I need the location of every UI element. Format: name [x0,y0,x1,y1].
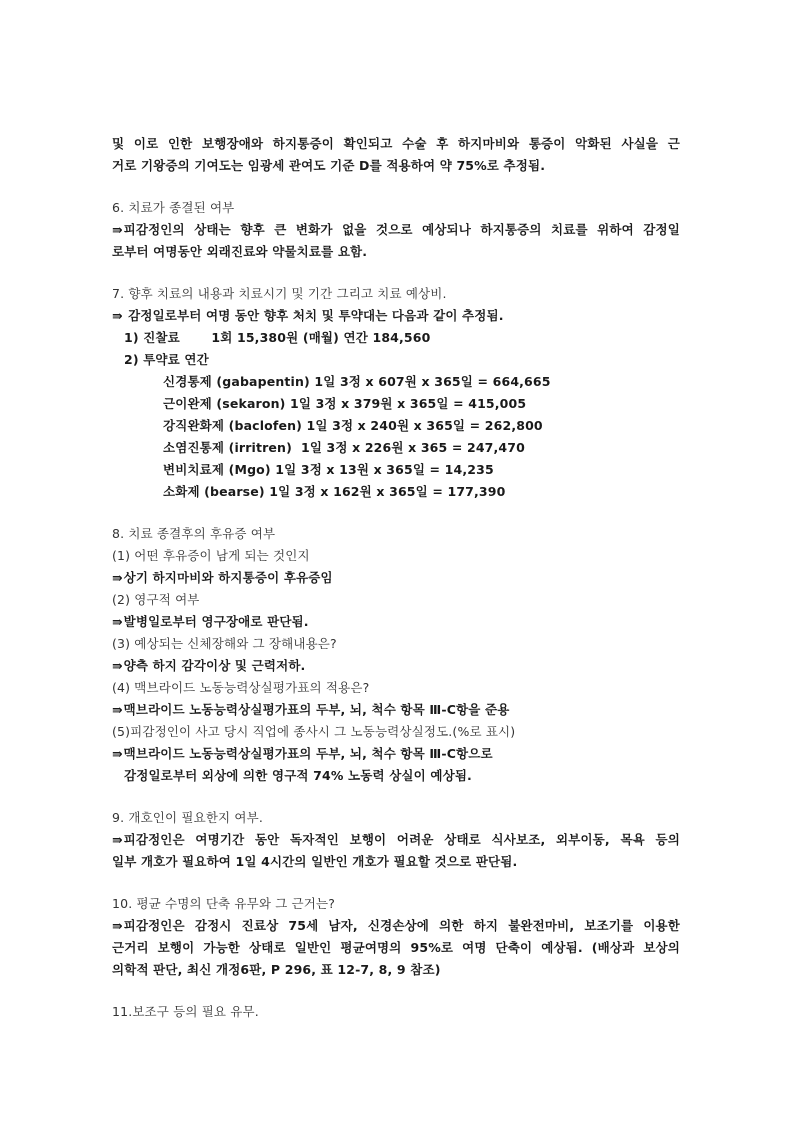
drug-row: 소염진통제 (irritren) 1일 3정 x 226원 x 365 = 247,470 [163,440,525,455]
drug-row: 근이완제 (sekaron) 1일 3정 x 379원 x 365일 = 415,005 [163,396,527,411]
section-6-line-2: 로부터 여명동안 외래진료와 약물치료를 요함. [112,244,368,259]
section-6-line-1: ⇛피감정인의 상태는 향후 큰 변화가 없을 것으로 예상되나 하지통증의 치료를 위하여 감정일 [112,222,680,237]
section-9-line-1: ⇛피감정인은 여명기간 동안 독자적인 보행이 어려운 상태로 식사보조, 외부이동, 목욕 등의 [112,832,680,847]
arrow-icon: ⇛ [112,222,123,237]
section-9-heading: 9. 개호인이 필요한지 여부. [112,810,263,825]
section-6-heading: 6. 치료가 종결된 여부 [112,200,235,215]
drug-row: 소화제 (bearse) 1일 3정 x 162원 x 365일 = 177,390 [163,484,506,499]
section-8-heading: 8. 치료 종결후의 후유증 여부 [112,526,276,541]
intro-line-2: 거로 기왕증의 기여도는 임광세 관여도 기준 D를 적용하여 약 75%로 추정됨. [112,158,546,173]
arrow-icon: ⇛ [112,832,123,847]
section-7-heading: 7. 향후 치료의 내용과 치료시기 및 기간 그리고 치료 예상비. [112,286,447,301]
section-11-heading: 11.보조구 등의 필요 유무. [112,1004,259,1019]
section-7-item-2: 2) 투약료 연간 [124,352,209,367]
arrow-icon: ⇛ [112,570,123,585]
section-7-item-1: 1) 진찰료 1회 15,380원 (매월) 연간 184,560 [124,330,431,345]
section-8-answer-3: ⇛양측 하지 감각이상 및 근력저하. [112,658,306,673]
section-8-question-1: (1) 어떤 후유증이 남게 되는 것인지 [112,548,310,563]
section-8-question-5: (5)피감정인이 사고 당시 직업에 종사시 그 노동능력상실정도.(%로 표시) [112,724,516,739]
section-8-answer-4: ⇛맥브라이드 노동능력상실평가표의 두부, 뇌, 척수 항목 Ⅲ-C항을 준용 [112,702,510,717]
drug-row: 강직완화제 (baclofen) 1일 3정 x 240원 x 365일 = 262,800 [163,418,543,433]
arrow-icon: ⇛ [112,746,123,761]
section-8-question-2: (2) 영구적 여부 [112,592,200,607]
section-8-question-3: (3) 예상되는 신체장해와 그 장해내용은? [112,636,337,651]
arrow-icon: ⇛ [112,308,123,323]
arrow-icon: ⇛ [112,658,123,673]
section-8-answer-5-line-2: 감정일로부터 외상에 의한 영구적 74% 노동력 상실이 예상됨. [124,768,472,783]
drug-row: 신경통제 (gabapentin) 1일 3정 x 607원 x 365일 = 664,665 [163,374,551,389]
intro-line-1: 및 이로 인한 보행장애와 하지통증이 확인되고 수술 후 하지마비와 통증이 악화된 사실을 근 [112,136,680,151]
section-8-answer-1: ⇛상기 하지마비와 하지통증이 후유증임 [112,570,333,585]
section-8-answer-2: ⇛발병일로부터 영구장애로 판단됨. [112,614,309,629]
section-10-line-2: 근거리 보행이 가능한 상태로 일반인 평균여명의 95%로 여명 단축이 예상됨. (배상과 보상의 [112,940,680,955]
section-10-heading: 10. 평균 수명의 단축 유무와 그 근거는? [112,896,336,911]
section-9-line-2: 일부 개호가 필요하여 1일 4시간의 일반인 개호가 필요할 것으로 판단됨. [112,854,518,869]
drug-row: 변비치료제 (Mgo) 1일 3정 x 13원 x 365일 = 14,235 [163,462,494,477]
section-8-question-4: (4) 맥브라이드 노동능력상실평가표의 적용은? [112,680,370,695]
section-10-line-1: ⇛피감정인은 감정시 진료상 75세 남자, 신경손상에 의한 하지 불완전마비, 보조기를 이용한 [112,918,680,933]
arrow-icon: ⇛ [112,702,123,717]
section-8-answer-5-line-1: ⇛맥브라이드 노동능력상실평가표의 두부, 뇌, 척수 항목 Ⅲ-C항으로 [112,746,493,761]
arrow-icon: ⇛ [112,614,123,629]
section-7-intro: ⇛ 감정일로부터 여명 동안 향후 처치 및 투약대는 다음과 같이 추정됨. [112,308,504,323]
arrow-icon: ⇛ [112,918,123,933]
section-10-line-3: 의학적 판단, 최신 개정6판, P 296, 표 12-7, 8, 9 참조) [112,962,441,977]
